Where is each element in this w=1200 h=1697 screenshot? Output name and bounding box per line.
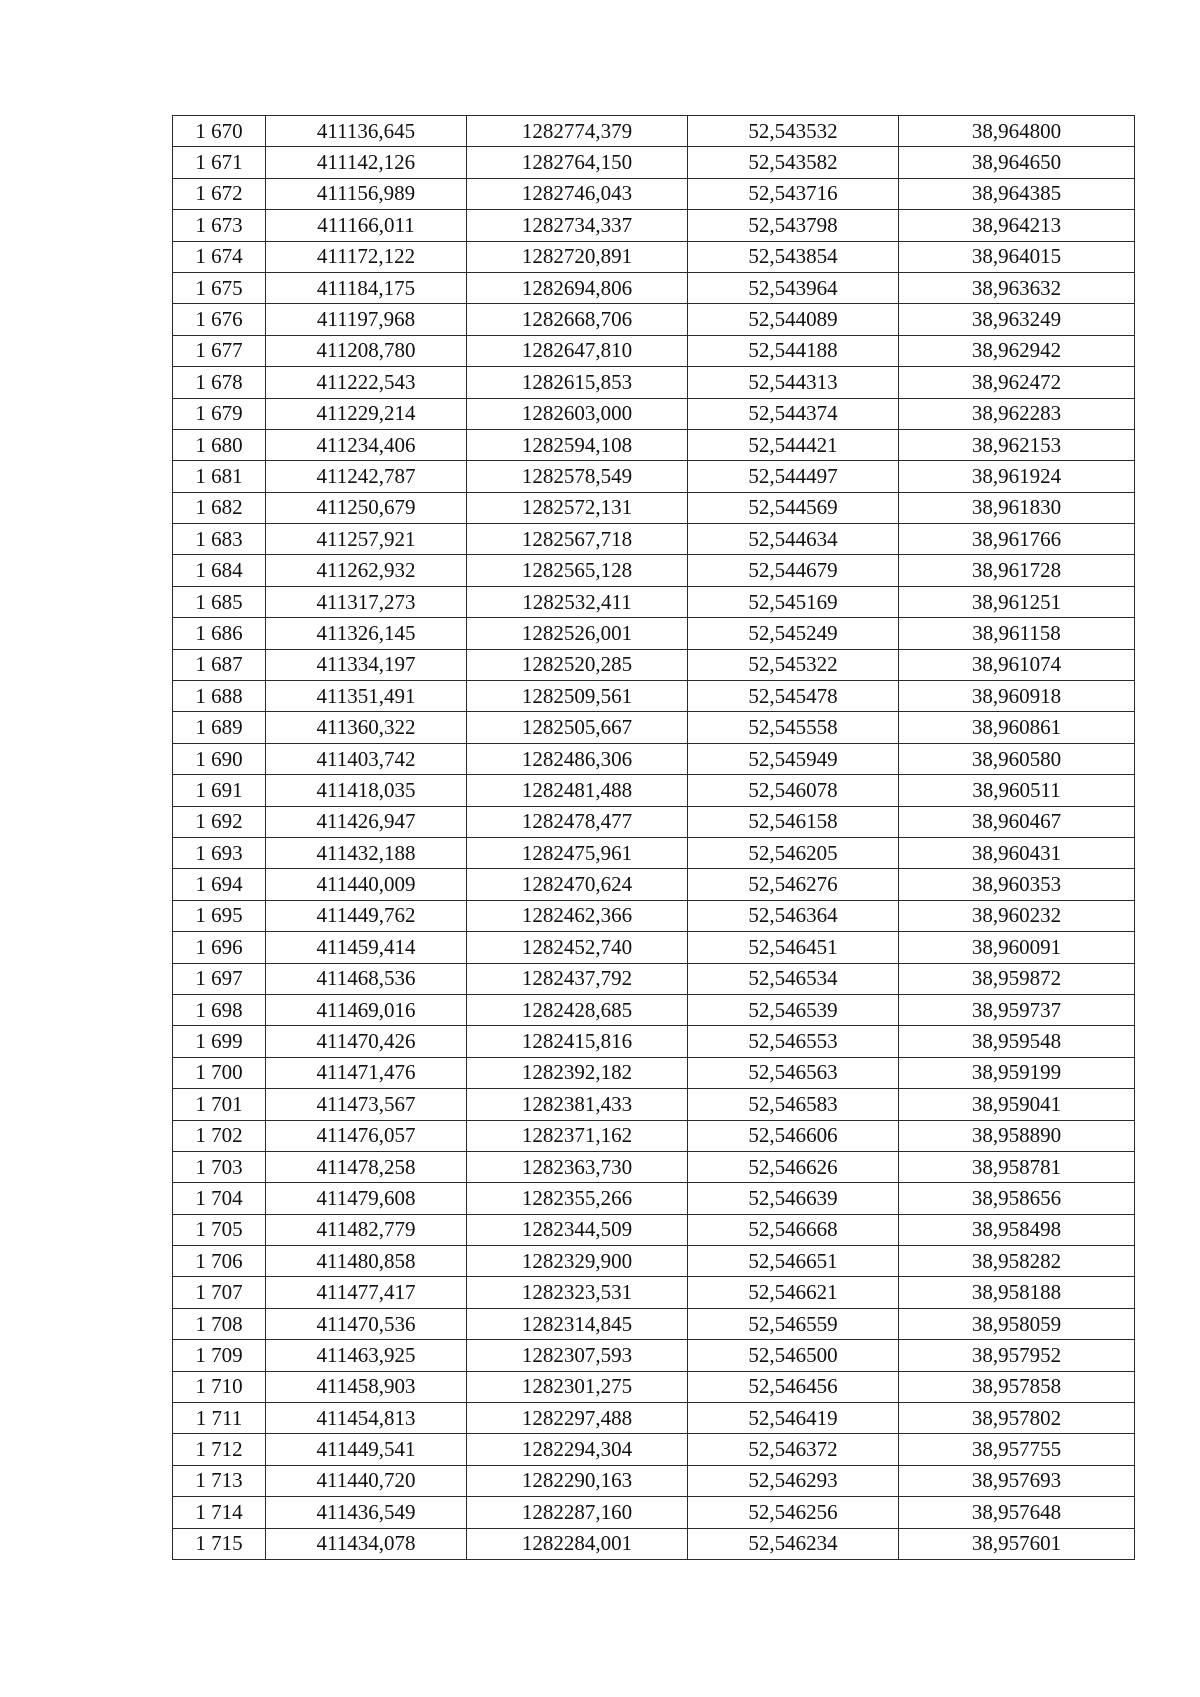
latitude-cell: 52,545949 xyxy=(688,743,899,774)
longitude-cell: 38,958498 xyxy=(899,1214,1135,1245)
point-number-cell: 1 691 xyxy=(173,775,266,806)
table-row xyxy=(173,869,1135,900)
point-number-cell: 1 690 xyxy=(173,743,266,774)
latitude-cell: 52,544421 xyxy=(688,429,899,460)
longitude-cell: 38,957693 xyxy=(899,1465,1135,1496)
latitude-cell: 52,546205 xyxy=(688,837,899,868)
latitude-cell: 52,545169 xyxy=(688,586,899,617)
longitude-cell: 38,962472 xyxy=(899,367,1135,398)
y-coordinate-cell: 1282314,845 xyxy=(467,1308,688,1339)
x-coordinate-cell: 411458,903 xyxy=(266,1371,467,1402)
longitude-cell: 38,958656 xyxy=(899,1183,1135,1214)
latitude-cell: 52,546372 xyxy=(688,1434,899,1465)
x-coordinate-cell: 411436,549 xyxy=(266,1497,467,1528)
table-row xyxy=(173,1465,1135,1496)
point-number-cell: 1 712 xyxy=(173,1434,266,1465)
y-coordinate-cell: 1282301,275 xyxy=(467,1371,688,1402)
y-coordinate-cell: 1282428,685 xyxy=(467,994,688,1025)
table-row xyxy=(173,304,1135,335)
longitude-cell: 38,964650 xyxy=(899,147,1135,178)
x-coordinate-cell: 411142,126 xyxy=(266,147,467,178)
point-number-cell: 1 703 xyxy=(173,1151,266,1182)
y-coordinate-cell: 1282371,162 xyxy=(467,1120,688,1151)
x-coordinate-cell: 411403,742 xyxy=(266,743,467,774)
point-number-cell: 1 700 xyxy=(173,1057,266,1088)
point-number-cell: 1 705 xyxy=(173,1214,266,1245)
x-coordinate-cell: 411477,417 xyxy=(266,1277,467,1308)
point-number-cell: 1 695 xyxy=(173,900,266,931)
x-coordinate-cell: 411360,322 xyxy=(266,712,467,743)
y-coordinate-cell: 1282615,853 xyxy=(467,367,688,398)
table-row xyxy=(173,210,1135,241)
table-row xyxy=(173,712,1135,743)
point-number-cell: 1 701 xyxy=(173,1089,266,1120)
latitude-cell: 52,543798 xyxy=(688,210,899,241)
x-coordinate-cell: 411418,035 xyxy=(266,775,467,806)
point-number-cell: 1 711 xyxy=(173,1403,266,1434)
latitude-cell: 52,546500 xyxy=(688,1340,899,1371)
table-row xyxy=(173,1183,1135,1214)
table-row xyxy=(173,367,1135,398)
y-coordinate-cell: 1282437,792 xyxy=(467,963,688,994)
x-coordinate-cell: 411482,779 xyxy=(266,1214,467,1245)
x-coordinate-cell: 411156,989 xyxy=(266,178,467,209)
longitude-cell: 38,958890 xyxy=(899,1120,1135,1151)
coordinates-table xyxy=(172,115,1135,1560)
table-row xyxy=(173,1403,1135,1434)
table-row xyxy=(173,649,1135,680)
latitude-cell: 52,543964 xyxy=(688,272,899,303)
x-coordinate-cell: 411449,762 xyxy=(266,900,467,931)
longitude-cell: 38,964015 xyxy=(899,241,1135,272)
x-coordinate-cell: 411434,078 xyxy=(266,1528,467,1559)
y-coordinate-cell: 1282603,000 xyxy=(467,398,688,429)
table-row xyxy=(173,178,1135,209)
latitude-cell: 52,543716 xyxy=(688,178,899,209)
point-number-cell: 1 681 xyxy=(173,461,266,492)
latitude-cell: 52,546626 xyxy=(688,1151,899,1182)
longitude-cell: 38,959737 xyxy=(899,994,1135,1025)
x-coordinate-cell: 411440,009 xyxy=(266,869,467,900)
point-number-cell: 1 702 xyxy=(173,1120,266,1151)
latitude-cell: 52,546234 xyxy=(688,1528,899,1559)
table-row xyxy=(173,994,1135,1025)
x-coordinate-cell: 411479,608 xyxy=(266,1183,467,1214)
table-row xyxy=(173,806,1135,837)
y-coordinate-cell: 1282323,531 xyxy=(467,1277,688,1308)
latitude-cell: 52,546621 xyxy=(688,1277,899,1308)
point-number-cell: 1 688 xyxy=(173,681,266,712)
point-number-cell: 1 676 xyxy=(173,304,266,335)
point-number-cell: 1 674 xyxy=(173,241,266,272)
longitude-cell: 38,959872 xyxy=(899,963,1135,994)
y-coordinate-cell: 1282344,509 xyxy=(467,1214,688,1245)
latitude-cell: 52,546539 xyxy=(688,994,899,1025)
longitude-cell: 38,959041 xyxy=(899,1089,1135,1120)
x-coordinate-cell: 411250,679 xyxy=(266,492,467,523)
x-coordinate-cell: 411459,414 xyxy=(266,932,467,963)
longitude-cell: 38,957802 xyxy=(899,1403,1135,1434)
y-coordinate-cell: 1282381,433 xyxy=(467,1089,688,1120)
latitude-cell: 52,546668 xyxy=(688,1214,899,1245)
latitude-cell: 52,544313 xyxy=(688,367,899,398)
longitude-cell: 38,964385 xyxy=(899,178,1135,209)
x-coordinate-cell: 411454,813 xyxy=(266,1403,467,1434)
latitude-cell: 52,546456 xyxy=(688,1371,899,1402)
point-number-cell: 1 710 xyxy=(173,1371,266,1402)
latitude-cell: 52,544569 xyxy=(688,492,899,523)
x-coordinate-cell: 411242,787 xyxy=(266,461,467,492)
longitude-cell: 38,960918 xyxy=(899,681,1135,712)
longitude-cell: 38,963632 xyxy=(899,272,1135,303)
table-row xyxy=(173,1277,1135,1308)
longitude-cell: 38,958282 xyxy=(899,1246,1135,1277)
x-coordinate-cell: 411326,145 xyxy=(266,618,467,649)
y-coordinate-cell: 1282307,593 xyxy=(467,1340,688,1371)
point-number-cell: 1 707 xyxy=(173,1277,266,1308)
x-coordinate-cell: 411229,214 xyxy=(266,398,467,429)
point-number-cell: 1 685 xyxy=(173,586,266,617)
table-row xyxy=(173,1434,1135,1465)
longitude-cell: 38,962283 xyxy=(899,398,1135,429)
longitude-cell: 38,960353 xyxy=(899,869,1135,900)
latitude-cell: 52,546078 xyxy=(688,775,899,806)
point-number-cell: 1 670 xyxy=(173,116,266,147)
y-coordinate-cell: 1282720,891 xyxy=(467,241,688,272)
y-coordinate-cell: 1282478,477 xyxy=(467,806,688,837)
longitude-cell: 38,962153 xyxy=(899,429,1135,460)
longitude-cell: 38,957858 xyxy=(899,1371,1135,1402)
latitude-cell: 52,544634 xyxy=(688,524,899,555)
y-coordinate-cell: 1282520,285 xyxy=(467,649,688,680)
longitude-cell: 38,960431 xyxy=(899,837,1135,868)
longitude-cell: 38,957648 xyxy=(899,1497,1135,1528)
point-number-cell: 1 682 xyxy=(173,492,266,523)
table-row xyxy=(173,116,1135,147)
point-number-cell: 1 680 xyxy=(173,429,266,460)
x-coordinate-cell: 411468,536 xyxy=(266,963,467,994)
table-row xyxy=(173,524,1135,555)
latitude-cell: 52,546651 xyxy=(688,1246,899,1277)
point-number-cell: 1 694 xyxy=(173,869,266,900)
longitude-cell: 38,961766 xyxy=(899,524,1135,555)
latitude-cell: 52,546158 xyxy=(688,806,899,837)
x-coordinate-cell: 411334,197 xyxy=(266,649,467,680)
longitude-cell: 38,961251 xyxy=(899,586,1135,617)
y-coordinate-cell: 1282452,740 xyxy=(467,932,688,963)
longitude-cell: 38,961158 xyxy=(899,618,1135,649)
x-coordinate-cell: 411197,968 xyxy=(266,304,467,335)
y-coordinate-cell: 1282297,488 xyxy=(467,1403,688,1434)
table-row xyxy=(173,1057,1135,1088)
table-row xyxy=(173,932,1135,963)
point-number-cell: 1 684 xyxy=(173,555,266,586)
y-coordinate-cell: 1282475,961 xyxy=(467,837,688,868)
y-coordinate-cell: 1282294,304 xyxy=(467,1434,688,1465)
point-number-cell: 1 708 xyxy=(173,1308,266,1339)
x-coordinate-cell: 411473,567 xyxy=(266,1089,467,1120)
longitude-cell: 38,964800 xyxy=(899,116,1135,147)
latitude-cell: 52,544497 xyxy=(688,461,899,492)
longitude-cell: 38,958781 xyxy=(899,1151,1135,1182)
point-number-cell: 1 678 xyxy=(173,367,266,398)
latitude-cell: 52,546364 xyxy=(688,900,899,931)
table-row xyxy=(173,618,1135,649)
latitude-cell: 52,544679 xyxy=(688,555,899,586)
y-coordinate-cell: 1282462,366 xyxy=(467,900,688,931)
table-row xyxy=(173,681,1135,712)
table-row xyxy=(173,775,1135,806)
point-number-cell: 1 671 xyxy=(173,147,266,178)
point-number-cell: 1 696 xyxy=(173,932,266,963)
table-row xyxy=(173,335,1135,366)
x-coordinate-cell: 411184,175 xyxy=(266,272,467,303)
y-coordinate-cell: 1282470,624 xyxy=(467,869,688,900)
table-row xyxy=(173,900,1135,931)
table-row xyxy=(173,1340,1135,1371)
latitude-cell: 52,546256 xyxy=(688,1497,899,1528)
latitude-cell: 52,543532 xyxy=(688,116,899,147)
y-coordinate-cell: 1282774,379 xyxy=(467,116,688,147)
latitude-cell: 52,546276 xyxy=(688,869,899,900)
latitude-cell: 52,546639 xyxy=(688,1183,899,1214)
point-number-cell: 1 693 xyxy=(173,837,266,868)
x-coordinate-cell: 411208,780 xyxy=(266,335,467,366)
table-row xyxy=(173,1151,1135,1182)
y-coordinate-cell: 1282578,549 xyxy=(467,461,688,492)
longitude-cell: 38,961924 xyxy=(899,461,1135,492)
y-coordinate-cell: 1282567,718 xyxy=(467,524,688,555)
latitude-cell: 52,546419 xyxy=(688,1403,899,1434)
latitude-cell: 52,545478 xyxy=(688,681,899,712)
x-coordinate-cell: 411463,925 xyxy=(266,1340,467,1371)
latitude-cell: 52,543854 xyxy=(688,241,899,272)
longitude-cell: 38,964213 xyxy=(899,210,1135,241)
x-coordinate-cell: 411440,720 xyxy=(266,1465,467,1496)
table-row xyxy=(173,1120,1135,1151)
point-number-cell: 1 675 xyxy=(173,272,266,303)
y-coordinate-cell: 1282694,806 xyxy=(467,272,688,303)
x-coordinate-cell: 411172,122 xyxy=(266,241,467,272)
x-coordinate-cell: 411426,947 xyxy=(266,806,467,837)
longitude-cell: 38,958059 xyxy=(899,1308,1135,1339)
latitude-cell: 52,546559 xyxy=(688,1308,899,1339)
latitude-cell: 52,546606 xyxy=(688,1120,899,1151)
x-coordinate-cell: 411471,476 xyxy=(266,1057,467,1088)
y-coordinate-cell: 1282363,730 xyxy=(467,1151,688,1182)
y-coordinate-cell: 1282505,667 xyxy=(467,712,688,743)
y-coordinate-cell: 1282565,128 xyxy=(467,555,688,586)
table-row xyxy=(173,837,1135,868)
x-coordinate-cell: 411136,645 xyxy=(266,116,467,147)
latitude-cell: 52,543582 xyxy=(688,147,899,178)
table-row xyxy=(173,1497,1135,1528)
point-number-cell: 1 677 xyxy=(173,335,266,366)
point-number-cell: 1 698 xyxy=(173,994,266,1025)
y-coordinate-cell: 1282329,900 xyxy=(467,1246,688,1277)
y-coordinate-cell: 1282290,163 xyxy=(467,1465,688,1496)
point-number-cell: 1 713 xyxy=(173,1465,266,1496)
latitude-cell: 52,544188 xyxy=(688,335,899,366)
x-coordinate-cell: 411262,932 xyxy=(266,555,467,586)
longitude-cell: 38,963249 xyxy=(899,304,1135,335)
x-coordinate-cell: 411476,057 xyxy=(266,1120,467,1151)
table-row xyxy=(173,272,1135,303)
longitude-cell: 38,960467 xyxy=(899,806,1135,837)
table-row xyxy=(173,1371,1135,1402)
y-coordinate-cell: 1282526,001 xyxy=(467,618,688,649)
coordinates-table-body xyxy=(173,116,1135,1560)
table-row xyxy=(173,461,1135,492)
point-number-cell: 1 709 xyxy=(173,1340,266,1371)
point-number-cell: 1 679 xyxy=(173,398,266,429)
y-coordinate-cell: 1282284,001 xyxy=(467,1528,688,1559)
y-coordinate-cell: 1282287,160 xyxy=(467,1497,688,1528)
y-coordinate-cell: 1282734,337 xyxy=(467,210,688,241)
table-row xyxy=(173,398,1135,429)
table-row xyxy=(173,147,1135,178)
point-number-cell: 1 692 xyxy=(173,806,266,837)
y-coordinate-cell: 1282392,182 xyxy=(467,1057,688,1088)
longitude-cell: 38,961830 xyxy=(899,492,1135,523)
x-coordinate-cell: 411432,188 xyxy=(266,837,467,868)
table-row xyxy=(173,1308,1135,1339)
table-row xyxy=(173,555,1135,586)
y-coordinate-cell: 1282415,816 xyxy=(467,1026,688,1057)
x-coordinate-cell: 411166,011 xyxy=(266,210,467,241)
x-coordinate-cell: 411478,258 xyxy=(266,1151,467,1182)
latitude-cell: 52,546563 xyxy=(688,1057,899,1088)
table-row xyxy=(173,429,1135,460)
latitude-cell: 52,546583 xyxy=(688,1089,899,1120)
point-number-cell: 1 699 xyxy=(173,1026,266,1057)
point-number-cell: 1 714 xyxy=(173,1497,266,1528)
x-coordinate-cell: 411234,406 xyxy=(266,429,467,460)
x-coordinate-cell: 411222,543 xyxy=(266,367,467,398)
table-row xyxy=(173,1246,1135,1277)
x-coordinate-cell: 411317,273 xyxy=(266,586,467,617)
point-number-cell: 1 672 xyxy=(173,178,266,209)
table-row xyxy=(173,1528,1135,1559)
y-coordinate-cell: 1282764,150 xyxy=(467,147,688,178)
longitude-cell: 38,960511 xyxy=(899,775,1135,806)
longitude-cell: 38,960232 xyxy=(899,900,1135,931)
point-number-cell: 1 689 xyxy=(173,712,266,743)
longitude-cell: 38,958188 xyxy=(899,1277,1135,1308)
point-number-cell: 1 704 xyxy=(173,1183,266,1214)
x-coordinate-cell: 411470,426 xyxy=(266,1026,467,1057)
longitude-cell: 38,962942 xyxy=(899,335,1135,366)
latitude-cell: 52,545322 xyxy=(688,649,899,680)
latitude-cell: 52,544089 xyxy=(688,304,899,335)
y-coordinate-cell: 1282647,810 xyxy=(467,335,688,366)
x-coordinate-cell: 411469,016 xyxy=(266,994,467,1025)
point-number-cell: 1 683 xyxy=(173,524,266,555)
longitude-cell: 38,961728 xyxy=(899,555,1135,586)
table-row xyxy=(173,1026,1135,1057)
y-coordinate-cell: 1282355,266 xyxy=(467,1183,688,1214)
x-coordinate-cell: 411351,491 xyxy=(266,681,467,712)
point-number-cell: 1 673 xyxy=(173,210,266,241)
point-number-cell: 1 715 xyxy=(173,1528,266,1559)
table-row xyxy=(173,1214,1135,1245)
y-coordinate-cell: 1282532,411 xyxy=(467,586,688,617)
y-coordinate-cell: 1282481,488 xyxy=(467,775,688,806)
longitude-cell: 38,957601 xyxy=(899,1528,1135,1559)
longitude-cell: 38,960091 xyxy=(899,932,1135,963)
y-coordinate-cell: 1282746,043 xyxy=(467,178,688,209)
x-coordinate-cell: 411470,536 xyxy=(266,1308,467,1339)
x-coordinate-cell: 411257,921 xyxy=(266,524,467,555)
y-coordinate-cell: 1282486,306 xyxy=(467,743,688,774)
table-row xyxy=(173,241,1135,272)
longitude-cell: 38,957755 xyxy=(899,1434,1135,1465)
point-number-cell: 1 687 xyxy=(173,649,266,680)
table-row xyxy=(173,586,1135,617)
latitude-cell: 52,545558 xyxy=(688,712,899,743)
x-coordinate-cell: 411449,541 xyxy=(266,1434,467,1465)
latitude-cell: 52,546293 xyxy=(688,1465,899,1496)
y-coordinate-cell: 1282594,108 xyxy=(467,429,688,460)
latitude-cell: 52,546534 xyxy=(688,963,899,994)
longitude-cell: 38,961074 xyxy=(899,649,1135,680)
latitude-cell: 52,544374 xyxy=(688,398,899,429)
latitude-cell: 52,546553 xyxy=(688,1026,899,1057)
longitude-cell: 38,960861 xyxy=(899,712,1135,743)
longitude-cell: 38,957952 xyxy=(899,1340,1135,1371)
point-number-cell: 1 706 xyxy=(173,1246,266,1277)
table-row xyxy=(173,963,1135,994)
table-row xyxy=(173,492,1135,523)
latitude-cell: 52,546451 xyxy=(688,932,899,963)
longitude-cell: 38,959548 xyxy=(899,1026,1135,1057)
longitude-cell: 38,960580 xyxy=(899,743,1135,774)
y-coordinate-cell: 1282509,561 xyxy=(467,681,688,712)
point-number-cell: 1 686 xyxy=(173,618,266,649)
y-coordinate-cell: 1282572,131 xyxy=(467,492,688,523)
table-row xyxy=(173,743,1135,774)
y-coordinate-cell: 1282668,706 xyxy=(467,304,688,335)
latitude-cell: 52,545249 xyxy=(688,618,899,649)
table-row xyxy=(173,1089,1135,1120)
x-coordinate-cell: 411480,858 xyxy=(266,1246,467,1277)
longitude-cell: 38,959199 xyxy=(899,1057,1135,1088)
point-number-cell: 1 697 xyxy=(173,963,266,994)
